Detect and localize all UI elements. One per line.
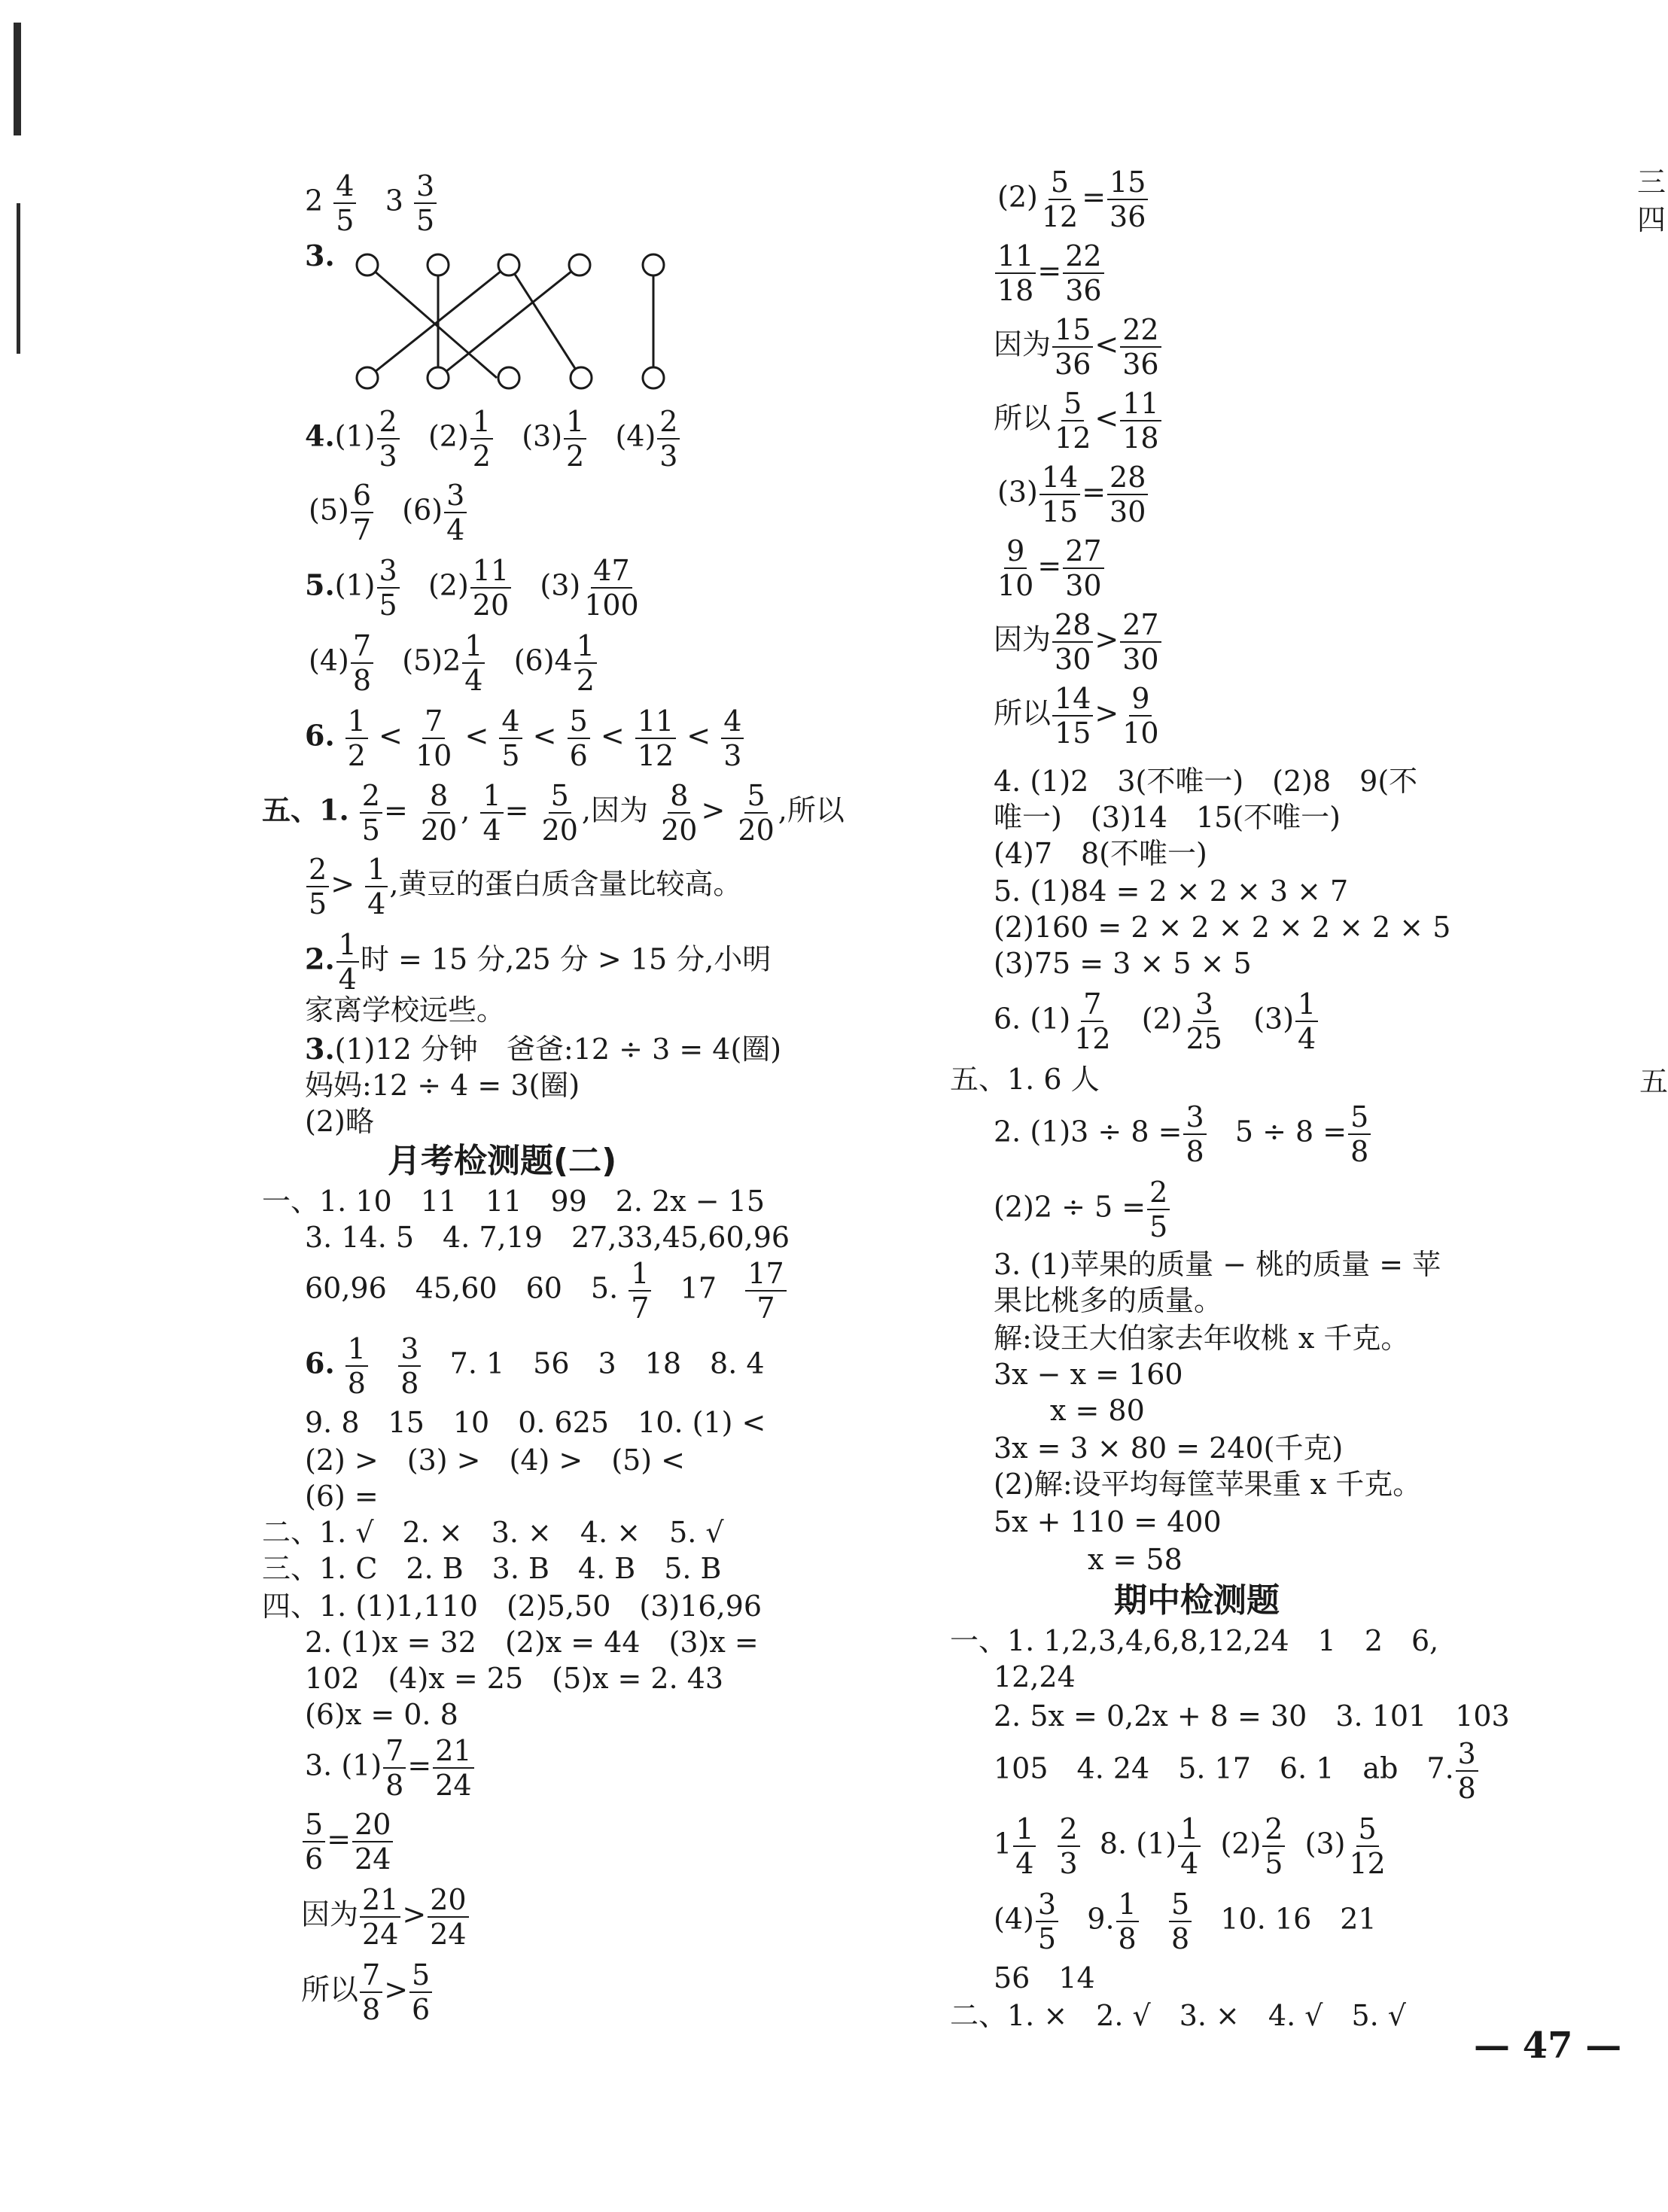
monthly-line-16: 因为 $\frac{21}{24}$ > $\frac{20}{24}$ [301,1883,470,1951]
r-line-32: 1 $\frac{1}{4}$ $\frac{2}{3}$ 8. (1) $\frac{1}{4}$ (2) $\frac{2}{5}$ (3) $\frac{5}{12}$ [994,1812,1386,1880]
s5-q2-line-2: 家离学校远些。 [305,993,506,1027]
edge-glyph-3: 五 [1639,1065,1668,1098]
monthly-test-title: 月考检测题(二) [388,1142,617,1180]
midterm-test-title: 期中检测题 [1114,1581,1280,1620]
r-line-4: 所以 $\frac{5}{12}$ < $\frac{11}{18}$ [994,387,1163,455]
monthly-line-1: 一、1. 10 11 11 99 2. 2x − 15 [262,1185,766,1218]
r-line-18: (2)2 ÷ 5 = $\frac{2}{5}$ [994,1176,1171,1243]
r-line-25: (2)解:设平均每筐苹果重 x 千克。 [994,1468,1422,1501]
r-line-22: 3x − x = 160 [994,1358,1183,1391]
r-line-27: x = 58 [1088,1543,1183,1576]
r-line-11: (4)7 8(不唯一) [994,837,1207,870]
s5-q3-line-2: 妈妈:12 ÷ 4 = 3(圈) [305,1069,580,1102]
r-line-21: 解:设王大伯家去年收桃 x 千克。 [994,1322,1410,1355]
r-line-29: 12,24 [994,1660,1076,1693]
r-line-5: (3) $\frac{14}{15}$ = $\frac{28}{30}$ [997,461,1149,528]
r-line-3: 因为 $\frac{15}{36}$ < $\frac{22}{36}$ [994,313,1163,381]
q4-line-1: 4.(1) $\frac{2}{3}$ (2) $\frac{1}{2}$ (3) $\frac{1}{2}$ (4) $\frac{2}{3}$ [305,405,681,473]
monthly-line-9: 三、1. C 2. B 3. B 4. B 5. B [262,1552,722,1585]
match-dot-bottom-3 [498,367,519,388]
match-dot-top-2 [428,254,449,275]
s5-q3-line-3: (2)略 [305,1105,374,1138]
r-line-35: 二、1. × 2. √ 3. × 4. √ 5. √ [950,1999,1406,2032]
match-dot-top-4 [569,254,590,275]
monthly-line-13: (6)x = 0. 8 [305,1698,458,1731]
r-line-13: (2)160 = 2 × 2 × 2 × 2 × 2 × 5 [994,911,1451,944]
r-line-30: 2. 5x = 0,2x + 8 = 30 3. 101 103 [994,1699,1510,1733]
r-line-23: x = 80 [1050,1394,1145,1427]
monthly-line-11: 2. (1)x = 32 (2)x = 44 (3)x = [305,1626,759,1659]
question-3-label: 3. [305,239,335,272]
r-line-7: 因为 $\frac{28}{30}$ > $\frac{27}{30}$ [994,608,1163,676]
monthly-line-2: 3. 14. 5 4. 7,19 27,33,45,60,96 [305,1221,790,1254]
monthly-line-14: 3. (1) $\frac{7}{8}$ = $\frac{21}{24}$ [305,1734,476,1802]
r-line-28: 一、1. 1,2,3,4,6,8,12,24 1 2 6, [950,1624,1439,1657]
q4-line-2: (5) $\frac{6}{7}$ (6) $\frac{3}{4}$ [309,479,468,546]
monthly-line-3: 60,96 45,60 60 5. $\frac{1}{7}$ 17 $\frac{17}{7}$ [305,1257,788,1325]
q5-line-2: (4) $\frac{7}{8}$ (5)2 $\frac{1}{4}$ (6)4 $\frac{1}{2}$ [309,629,598,697]
r-line-24: 3x = 3 × 80 = 240(千克) [994,1432,1344,1465]
r-line-2: $\frac{11}{18}$ = $\frac{22}{36}$ [994,239,1106,307]
monthly-line-8: 二、1. √ 2. × 3. × 4. × 5. √ [262,1516,724,1549]
q5-line-1: 5.(1) $\frac{3}{5}$ (2) $\frac{11}{20}$ (3) $\frac{47}{100}$ [305,554,639,622]
r-line-16: 五、1. 6 人 [950,1063,1100,1096]
monthly-line-5: 9. 8 15 10 0. 625 10. (1) < [305,1406,766,1439]
match-dot-bottom-4 [571,367,592,388]
edge-glyph-2: 四 [1637,203,1666,236]
r-line-33: (4) $\frac{3}{5}$ 9. $\frac{1}{8}$ $\frac{5}{8}$ 10. 16 21 [994,1888,1377,1955]
monthly-line-12: 102 (4)x = 25 (5)x = 2. 43 [305,1662,724,1695]
q6-line: 6. $\frac{1}{2}$ < $\frac{7}{10}$ < $\frac{4}{5}$ < $\frac{5}{6}$ < $\frac{11}{12}$ < $\frac{4}{3}$ [305,704,745,772]
r-line-8: 所以 $\frac{14}{15}$ > $\frac{9}{10}$ [994,682,1159,750]
s5-line-2: $\frac{2}{5}$ > $\frac{1}{4}$ ,黄豆的蛋白质含量比较高。 [305,853,741,920]
r-line-15: 6. (1) $\frac{7}{12}$ (2) $\frac{3}{25}$ (3) $\frac{1}{4}$ [994,987,1319,1055]
r-line-31: 105 4. 24 5. 17 6. 1 ab 7. $\frac{3}{8}$ [994,1737,1480,1805]
match-dot-bottom-1 [357,367,378,388]
s5-line-1: 五、1. $\frac{2}{5}$ = $\frac{8}{20}$ , $\frac{1}{4}$ = $\frac{5}{20}$ ,因为 $\frac{8}{20}$ > $\frac{5}{20}$ ,所以 [262,779,845,847]
match-dot-top-1 [357,254,378,275]
r-line-19: 3. (1)苹果的质量 − 桃的质量 = 苹 [994,1248,1441,1281]
s5-q2-line-1: 2. $\frac{1}{4}$ 时 = 15 分,25 分 > 15 分,小明 [305,928,772,996]
r-line-34: 56 14 [994,1961,1095,1994]
monthly-line-15: $\frac{5}{6}$ = $\frac{20}{24}$ [301,1808,394,1876]
line-mixed-numbers: 2 $\frac{4}{5}$ 3 $\frac{3}{5}$ [305,169,438,237]
r-line-12: 5. (1)84 = 2 × 2 × 3 × 7 [994,875,1349,908]
r-line-20: 果比桃多的质量。 [994,1284,1223,1317]
scan-edge-left [14,23,21,135]
r-line-10: 唯一) (3)14 15(不唯一) [994,801,1341,834]
match-dot-bottom-2 [428,367,449,388]
r-line-17: 2. (1)3 ÷ 8 = $\frac{3}{8}$ 5 ÷ 8 = $\frac{5}{8}$ [994,1100,1372,1168]
monthly-line-7: (6) = [305,1480,379,1513]
s5-q3-line-1: 3.(1)12 分钟 爸爸:12 ÷ 3 = 4(圈) [305,1032,782,1066]
matching-diagram [346,248,677,384]
match-dot-bottom-5 [643,367,664,388]
r-line-26: 5x + 110 = 400 [994,1505,1222,1538]
r-line-6: $\frac{9}{10}$ = $\frac{27}{30}$ [994,534,1106,602]
r-line-9: 4. (1)2 3(不唯一) (2)8 9(不 [994,765,1418,798]
scan-edge-left-2 [17,203,20,354]
edge-glyph-1: 三 [1637,166,1666,199]
r-line-1: (2) $\frac{5}{12}$ = $\frac{15}{36}$ [997,166,1149,233]
monthly-line-17: 所以 $\frac{7}{8}$ > $\frac{5}{6}$ [301,1958,434,2026]
monthly-line-6: (2) > (3) > (4) > (5) < [305,1444,685,1477]
match-dot-top-5 [643,254,664,275]
monthly-line-10: 四、1. (1)1,110 (2)5,50 (3)16,96 [262,1590,762,1623]
match-dot-top-3 [498,254,519,275]
r-line-14: (3)75 = 3 × 5 × 5 [994,947,1252,980]
monthly-line-4: 6. $\frac{1}{8}$ $\frac{3}{8}$ 7. 1 56 3 18 8. 4 [305,1332,765,1400]
page-number: — 47 — [1474,2025,1622,2067]
